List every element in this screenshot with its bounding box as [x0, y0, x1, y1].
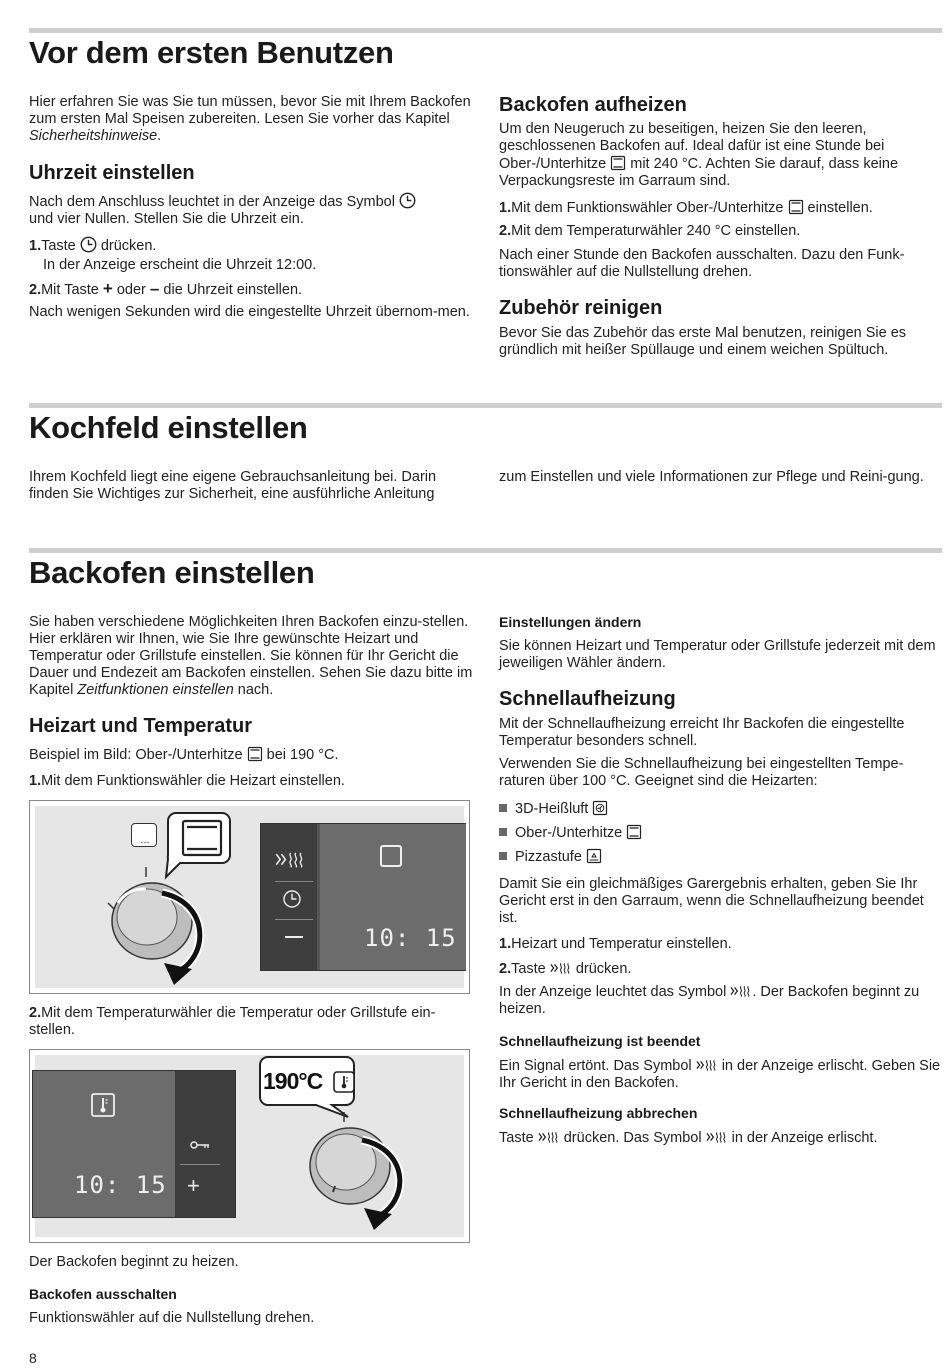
clock-step-2: 2.Mit Taste + oder – die Uhrzeit einstellen. — [29, 279, 303, 298]
clock-paragraph: Nach dem Anschluss leuchtet in der Anzeige das Symbol und vier Nullen. Stellen Sie die Uhrzeit ein. — [29, 192, 469, 228]
rapid-paragraph-4: In der Anzeige leuchtet das Symbol . Der Backofen beginnt zu heizen. — [499, 984, 920, 1017]
hob-paragraph-2: zum Einstellen und viele Informationen zur Pflege und Reini-gung. — [499, 469, 924, 485]
divider — [275, 919, 313, 920]
clock-step-1: 1.Taste drücken. — [29, 238, 157, 254]
divider — [275, 881, 313, 882]
rapid-heat-button[interactable] — [275, 849, 307, 869]
rapid-heat-icon — [730, 983, 752, 999]
heading-switch-off: Backofen ausschalten — [29, 1286, 177, 1302]
list-item: Pizzastufe — [499, 848, 602, 866]
display-time: 10: 15 — [364, 924, 457, 952]
heading-rapid-heating: Schnellaufheizung — [499, 688, 676, 710]
heading-rapid-finished: Schnellaufheizung ist beendet — [499, 1033, 701, 1049]
top-bottom-heat-icon — [626, 824, 642, 840]
clock-icon — [399, 192, 416, 209]
rapid-paragraph-2: Verwenden Sie die Schnellaufheizung bei eingestellten Tempe-raturen über 100 °C. Geeignet sind die Heizarten: — [499, 756, 904, 789]
clean-paragraph: Bevor Sie das Zubehör das erste Mal benutzen, reinigen Sie es gründlich mit heißer Spüllauge und einem weichen Spültuch. — [499, 325, 907, 358]
heading-preheat-oven: Backofen aufheizen — [499, 94, 687, 116]
heating-starts-text: Der Backofen beginnt zu heizen. — [29, 1254, 239, 1270]
key-button[interactable] — [190, 1138, 214, 1152]
minus-icon: – — [149, 279, 160, 298]
rapid-heat-icon — [706, 1129, 728, 1145]
list-item: Ober-/Unterhitze — [499, 824, 642, 842]
rapid-paragraph-3: Damit Sie ein gleichmäßiges Garergebnis erhalten, geben Sie Ihr Gericht erst in den Garraum, wenn die Schnellaufheizung beendet ist. — [499, 876, 924, 926]
top-bottom-heat-icon — [610, 155, 626, 171]
page-number: 8 — [29, 1350, 37, 1366]
screen-mode-icon — [380, 845, 402, 867]
change-settings-paragraph: Sie können Heizart und Temperatur oder Grillstufe jederzeit mit dem jeweiligen Wähler ändern. — [499, 638, 936, 671]
intro-paragraph: Hier erfahren Sie was Sie tun müssen, bevor Sie mit Ihrem Backofen zum ersten Mal Speisen zubereiten. Lesen Sie vorher das Kapitel Sicherheitshinweise. — [29, 94, 471, 144]
rapid-cancel-paragraph: Taste drücken. Das Symbol in der Anzeige erlischt. — [499, 1130, 878, 1146]
figure-function-selector — [29, 800, 470, 994]
screen-thermometer-icon — [90, 1092, 116, 1118]
hot-air-3d-icon — [592, 800, 608, 816]
clock-end-paragraph: Nach wenigen Sekunden wird die eingestellte Uhrzeit übernom-men. — [29, 304, 470, 320]
clock-step-1-result: In der Anzeige erscheint die Uhrzeit 12:00. — [43, 257, 317, 273]
preheat-step-2: 2.Mit dem Temperaturwähler 240 °C einstellen. — [499, 223, 801, 239]
plus-button[interactable]: + — [187, 1173, 200, 1198]
heading-mode-temperature: Heizart und Temperatur — [29, 715, 252, 737]
heading-clean-accessories: Zubehör reinigen — [499, 297, 663, 319]
rapid-heat-icon — [550, 960, 572, 976]
section-title-hob: Kochfeld einstellen — [29, 410, 308, 445]
function-selector-knob[interactable] — [100, 863, 230, 993]
list-item: 3D-Heißluft — [499, 800, 608, 818]
figure-temperature-selector — [29, 1049, 470, 1243]
oven-intro-paragraph: Sie haben verschiedene Möglichkeiten Ihren Backofen einzu-stellen. Hier erklären wir Ihnen, wie Sie Ihre gewünschte Heizart und Temperatur oder Grillstufe einstellen. Sie können für Ihr Gericht die Dauer und Endezeit am Backofen einstellen. Sehen Sie dazu bitte im Kapitel Zeitfunktionen einstellen nach. — [29, 614, 473, 698]
preheat-step-1: 1.Mit dem Funktionswähler Ober-/Unterhitze einstellen. — [499, 200, 873, 216]
section-title-first-use: Vor dem ersten Benutzen — [29, 35, 394, 70]
section-divider — [29, 28, 942, 33]
rapid-heat-icon — [538, 1129, 560, 1145]
section-title-oven-settings: Backofen einstellen — [29, 555, 315, 590]
mode-example: Beispiel im Bild: Ober-/Unterhitze bei 190 °C. — [29, 747, 339, 763]
pizza-icon — [586, 848, 602, 864]
rapid-heat-icon — [696, 1057, 718, 1073]
mode-step-2: 2.Mit dem Temperaturwähler die Temperatur oder Grillstufe ein-stellen. — [29, 1005, 436, 1038]
temperature-selector-knob[interactable] — [300, 1108, 430, 1238]
temperature-value: 190°C — [263, 1068, 323, 1094]
section-divider — [29, 548, 942, 553]
mode-step-1: 1.Mit dem Funktionswähler die Heizart einstellen. — [29, 773, 345, 789]
switch-off-paragraph: Funktionswähler auf die Nullstellung drehen. — [29, 1310, 315, 1326]
preheat-paragraph: Um den Neugeruch zu beseitigen, heizen Sie den leeren, geschlossenen Backofen auf. Ideal dafür ist eine Stunde bei Ober-/Unterhitze mit 240 °C. Achten Sie darauf, dass keine Verpackungsreste im Garraum sind. — [499, 121, 899, 189]
heading-set-clock: Uhrzeit einstellen — [29, 162, 195, 184]
plus-icon: + — [102, 279, 113, 298]
clock-icon — [80, 236, 97, 253]
heading-change-settings: Einstellungen ändern — [499, 614, 642, 630]
heading-rapid-cancel: Schnellaufheizung abbrechen — [499, 1105, 698, 1121]
divider — [180, 1164, 220, 1165]
mode-indicator-icon: … — [131, 823, 157, 847]
display-time: 10: 15 — [74, 1171, 167, 1199]
preheat-end-paragraph: Nach einer Stunde den Backofen ausschalten. Dazu den Funk-tionswähler auf die Nullstellung drehen. — [499, 247, 905, 280]
top-bottom-heat-icon — [788, 199, 804, 215]
top-bottom-heat-icon — [247, 746, 263, 762]
clock-button[interactable] — [282, 889, 302, 909]
hob-paragraph-1: Ihrem Kochfeld liegt eine eigene Gebrauchsanleitung bei. Darin finden Sie Wichtiges zur Sicherheit, eine ausführliche Anleitung — [29, 469, 437, 502]
thermometer-icon — [332, 1070, 356, 1094]
minus-button[interactable] — [285, 936, 303, 938]
rapid-step-2: 2.Taste drücken. — [499, 961, 632, 977]
rapid-paragraph-1: Mit der Schnellaufheizung erreicht Ihr Backofen die eingestellte Temperatur besonders schnell. — [499, 716, 905, 749]
rapid-step-1: 1.Heizart und Temperatur einstellen. — [499, 936, 732, 952]
section-divider — [29, 403, 942, 408]
rapid-finished-paragraph: Ein Signal ertönt. Das Symbol in der Anzeige erlischt. Geben Sie Ihr Gericht in den Backofen. — [499, 1058, 941, 1091]
